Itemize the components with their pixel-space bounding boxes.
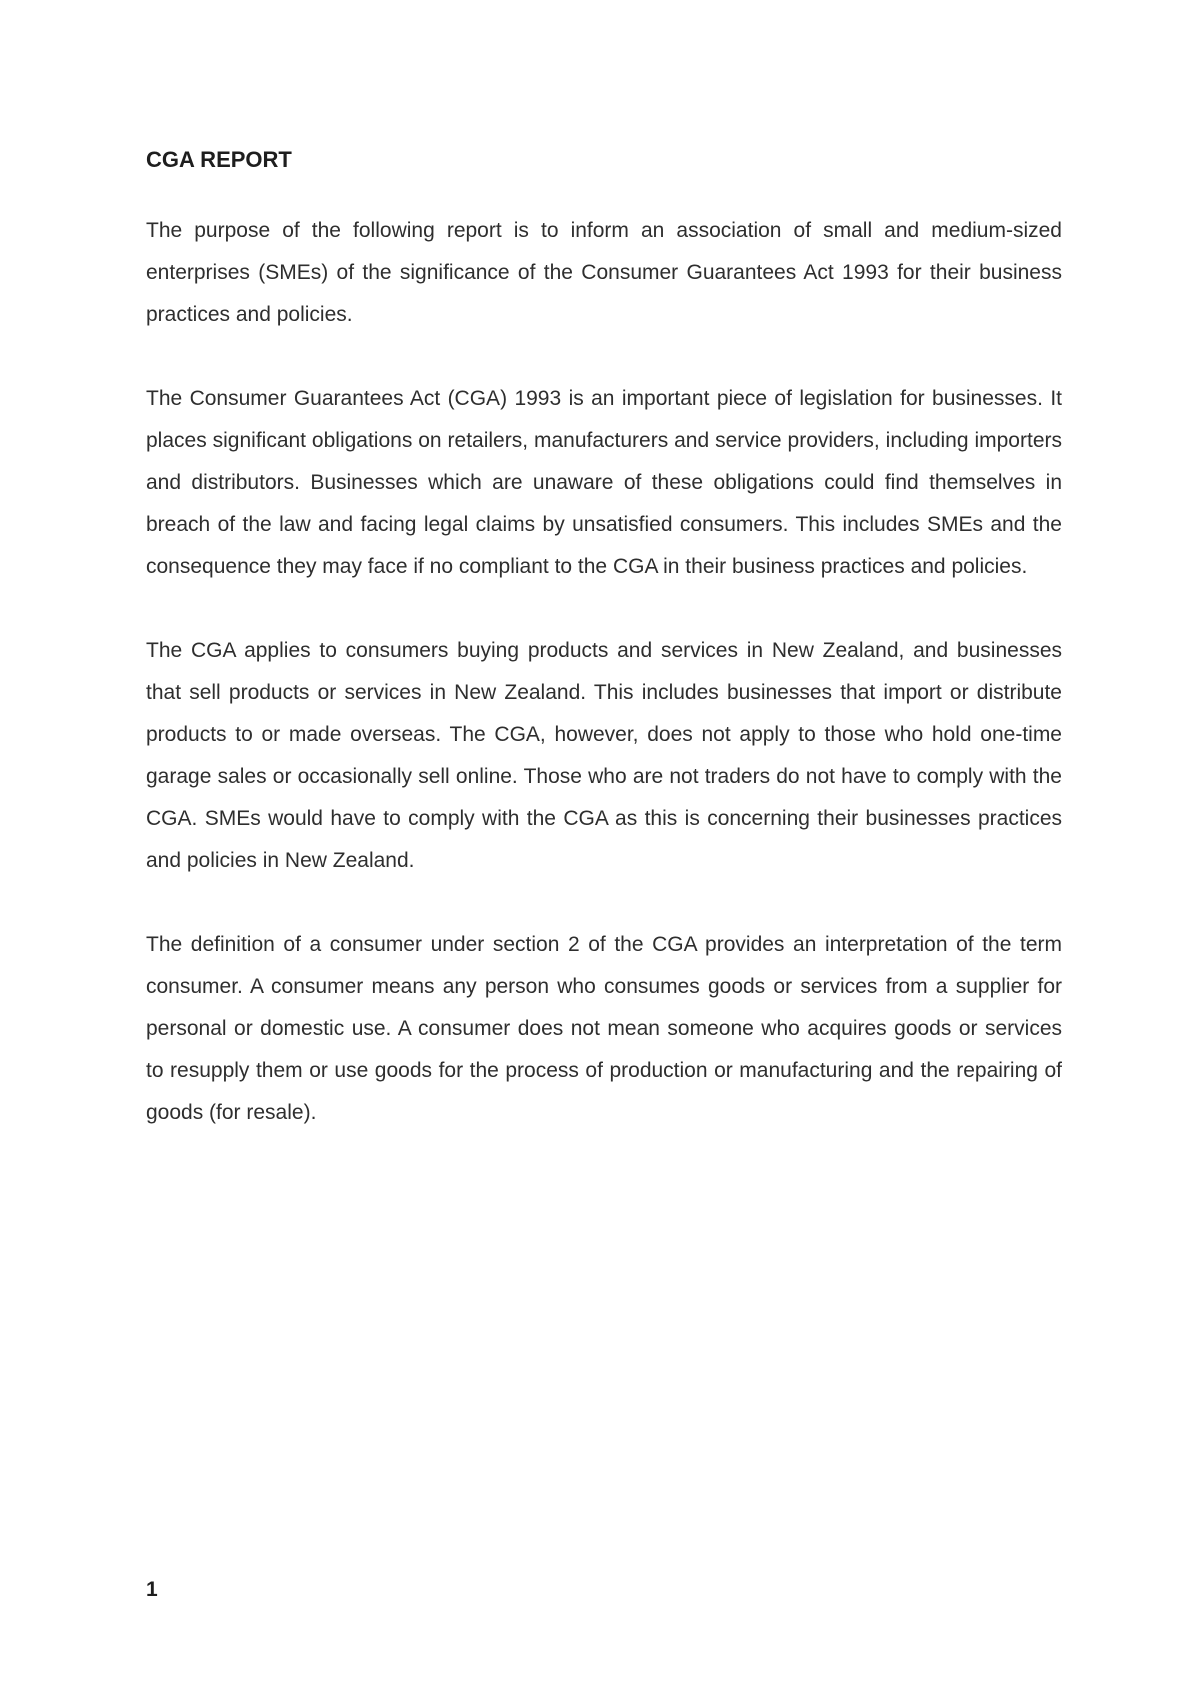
document-body (146, 142, 1062, 1176)
paragraph-consumer-definition: The definition of a consumer under section 2 of the CGA provides an interpretation of the term consumer. A consumer means any person who consumes goods or services from a supplier for personal or domestic use. A consumer does not mean someone who acquires goods or services to resupply them or use goods for the process of production or manufacturing and the repairing of goods (for resale). (146, 933, 1062, 1124)
paragraph-cga-scope: The CGA applies to consumers buying products and services in New Zealand, and businesses that sell products or services in New Zealand. This includes businesses that import or distribute products to or made overseas. The CGA, however, does not apply to those who hold one-time garage sales or occasionally sell online. Those who are not traders do not have to comply with the CGA. SMEs would have to comply with the CGA as this is concerning their businesses practices and policies in New Zealand. (146, 639, 1062, 872)
page-number: 1 (146, 1578, 158, 1601)
paragraph-purpose: The purpose of the following report is to inform an association of small and medium-sized enterprises (SMEs) of the significance of the Consumer Guarantees Act 1993 for their business practices and policies. (146, 219, 1062, 326)
paragraph-cga-overview: The Consumer Guarantees Act (CGA) 1993 is an important piece of legislation for businesses. It places significant obligations on retailers, manufacturers and service providers, including importers and distributors. Businesses which are unaware of these obligations could find themselves in breach of the law and facing legal claims by unsatisfied consumers. This includes SMEs and the consequence they may face if no compliant to the CGA in their business practices and policies. (146, 387, 1062, 578)
report-title: CGA REPORT (146, 147, 292, 172)
